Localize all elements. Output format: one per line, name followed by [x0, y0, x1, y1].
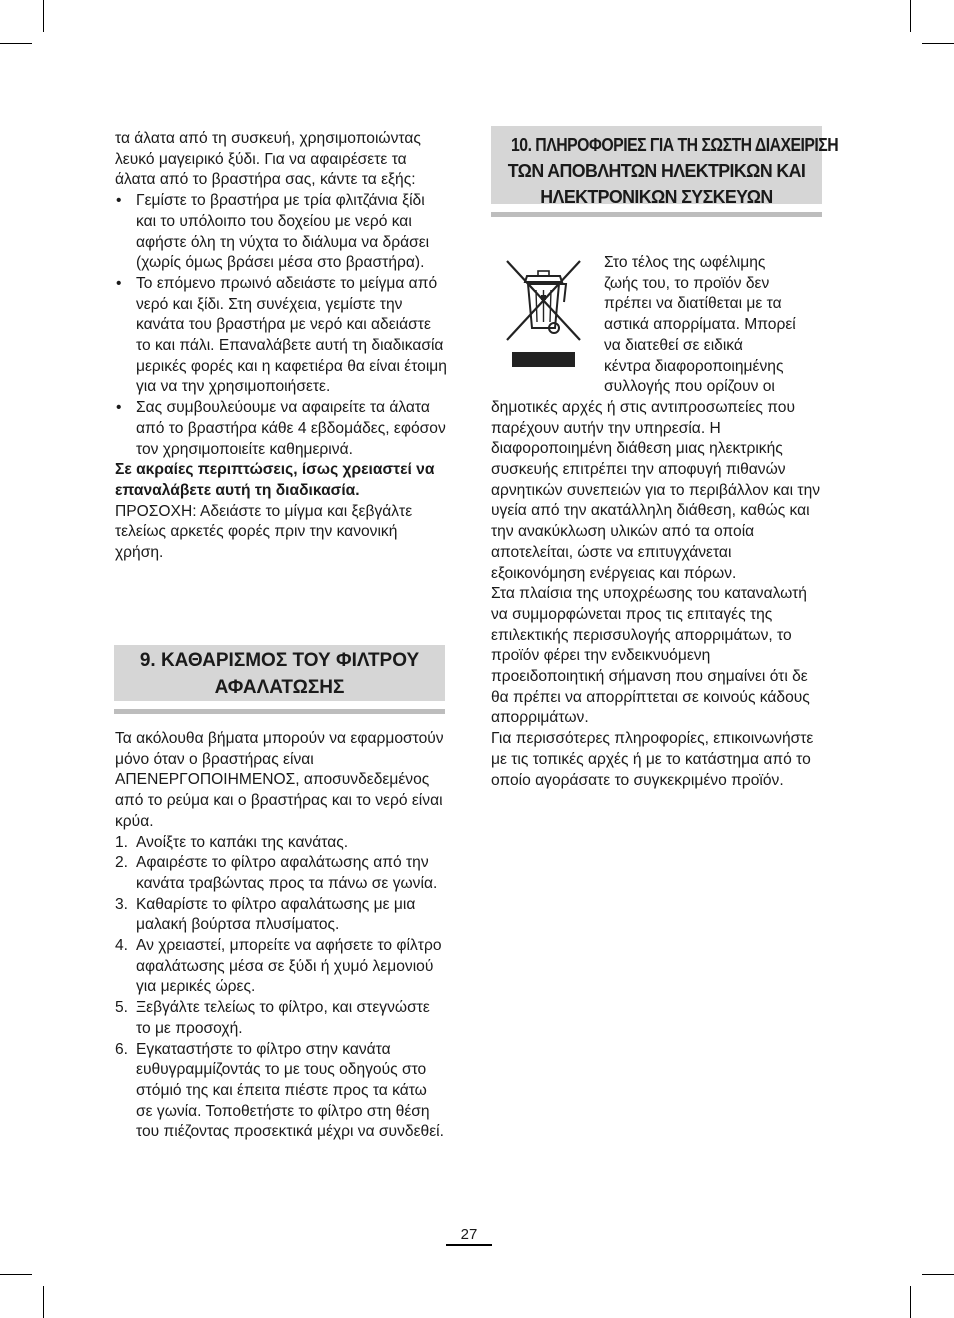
- section-9-title-line: 9. ΚΑΘΑΡΙΣΜΟΣ ΤΟΥ ΦΙΛΤΡΟΥ: [139, 650, 420, 671]
- list-item: [115, 895, 447, 936]
- step-text: Ανοίξτε το καπάκι της κανάτας.: [136, 833, 349, 851]
- list-item: [115, 853, 447, 894]
- list-item: [115, 833, 447, 854]
- section-10-title-line: 10. ΠΛΗΡΟΦΟΡΙΕΣ ΓΙΑ ΤΗ ΣΩΣΤΗ ΔΙΑΧΕΙΡΙΣΗ: [511, 135, 839, 155]
- filter-cleaning-intro: Τα ακόλουθα βήματα μπορούν να εφαρμοστούν μόνο όταν ο βραστήρας είναι ΑΠΕΝΕΡΓΟΠΟΙΗΜΕΝΟΣ, αποσυνδεδεμένος από το ρεύμα και ο βραστήρας και το νερό είναι κρύα.: [115, 730, 444, 830]
- right-column: [491, 253, 823, 791]
- crop-mark: [43, 1286, 44, 1318]
- step-text: Καθαρίστε το φίλτρο αφαλάτωσης με μια μαλακή βούρτσα πλυσίματος.: [136, 895, 416, 934]
- step-number: 1.: [115, 833, 129, 851]
- weee-paragraph-3: Για περισσότερες πληροφορίες, επικοινωνήστε με τις τοπικές αρχές ή με το κατάστημα από το οποίο αγοράσατε το συγκεκριμένο προϊόν.: [491, 730, 814, 789]
- section-9-heading: [114, 645, 445, 701]
- descaling-bullet-list: [115, 191, 447, 460]
- step-number: 2.: [115, 854, 129, 872]
- step-text: Ξεβγάλτε τελείως το φίλτρο, και στεγνώστε το με προσοχή.: [136, 999, 430, 1037]
- wrap-line: πρέπει να διατίθεται με τα: [604, 295, 782, 313]
- page-number-underline: [446, 1244, 492, 1246]
- list-item: • Το επόμενο πρωινό αδειάστε το μείγμα από νερό και ξίδι. Στη συνέχεια, γεμίστε την κανάτα του βραστήρα με νερό και αδειάστε το και πάλι. Επαναλάβετε αυτή τη διαδικασία μερικές φορές και η καφετιέρα θα είναι έτοιμη για να την χρησιμοποιήσετε.: [115, 274, 447, 398]
- weee-paragraph-1-rest: δημοτικές αρχές ή στις αντιπροσωπείες που παρέχουν αυτήν την υπηρεσία. Η διαφοροποιημένη διάθεση μιας ηλεκτρικής συσκευής επιτρέπει την αποφυγή πιθανών αρνητικών συνεπειών για το περιβάλλον και την υγεία από την ακατάλληλη διάθεση, καθώς και την ανακύκλωση υλικών από τα οποία αποτελείται, ώστε να επιτυγχάνεται εξοικονόμηση ενέργειας και πόρων.: [491, 398, 821, 582]
- wrap-line: αστικά απορρίματα. Μπορεί: [604, 316, 796, 334]
- list-item: • Γεμίστε το βραστήρα με τρία φλιτζάνια ξίδι και το υπόλοιπο του δοχείου με νερό και αφήστε όλη τη νύχτα το διάλυμα να δράσει (χωρίς όμως βράσει μέσα στο βραστήρα).: [115, 191, 447, 274]
- crop-mark: [0, 43, 32, 44]
- step-text: Αφαιρέστε το φίλτρο αφαλάτωσης από την κανάτα τραβώντας προς τα πάνω σε γωνία.: [136, 854, 438, 892]
- step-text: Εγκαταστήστε το φίλτρο στην κανάτα ευθυγραμμίζοντάς το με τους οδηγούς στο στόμιό της και έπειτα πιέστε προς τα κάτω σε γωνία. Τοποθετήστε το φίλτρο στη θέση του πιέζοντας προσεκτικά μέχρι να συνδεθεί.: [136, 1040, 444, 1141]
- crop-mark: [43, 0, 44, 32]
- list-item: [115, 936, 447, 998]
- step-number: 3.: [115, 895, 129, 913]
- wrap-line: συλλογής που ορίζουν οι: [604, 378, 775, 396]
- crop-mark: [910, 1286, 911, 1318]
- page-number: 27: [460, 1226, 478, 1243]
- list-item: [115, 1040, 447, 1144]
- crop-mark: [910, 0, 911, 32]
- left-column-lower: [115, 729, 447, 1143]
- step-text: Αν χρειαστεί, μπορείτε να αφήσετε το φίλτρο αφαλάτωσης μέσα σε ξύδι ή χυμό λεμονιού για μερικές ώρες.: [136, 937, 442, 996]
- section-9-divider: [114, 709, 445, 714]
- descaling-intro: τα άλατα από τη συσκευή, χρησιμοποιώντας λευκό μαγειρικό ξύδι. Για να αφαιρέσετε τα άλατα από το βραστήρα σας, κάντε τα εξής:: [115, 130, 421, 189]
- section-10-title-line: ΤΩΝ ΑΠΟΒΛΗΤΩΝ ΗΛΕΚΤΡΙΚΩΝ ΚΑΙ: [507, 161, 806, 181]
- weee-paragraph-1: [491, 253, 823, 584]
- section-10-heading: [491, 126, 839, 207]
- crop-mark: [0, 1274, 32, 1275]
- list-item: • Σας συμβουλεύουμε να αφαιρείτε τα άλατα από το βραστήρα κάθε 4 εβδομάδες, εφόσον τον χρησιμοποιείτε καθημερινά.: [115, 398, 447, 460]
- step-number: 5.: [115, 999, 129, 1017]
- wrap-line: να διατεθεί σε ειδικά: [604, 336, 743, 354]
- section-9-title-line: ΑΦΑΛΑΤΩΣΗΣ: [214, 677, 345, 698]
- crop-mark: [922, 43, 954, 44]
- crop-mark: [922, 1274, 954, 1275]
- list-item: [115, 998, 447, 1039]
- step-number: 6.: [115, 1040, 129, 1058]
- caution-text: ΠΡΟΣΟΧΗ: Αδειάστε το μίγμα και ξεβγάλτε τελείως αρκετές φορές πριν την κανονική χρήση.: [115, 502, 413, 562]
- section-10-divider: [491, 212, 822, 217]
- section-10-title-line: ΗΛΕΚΤΡΟΝΙΚΩΝ ΣΥΣΚΕΥΩΝ: [540, 187, 773, 207]
- wrap-line: κέντρα διαφοροποιημένης: [604, 357, 784, 375]
- bold-note: Σε ακραίες περιπτώσεις, ίσως χρειαστεί να επαναλάβετε αυτή τη διαδικασία.: [115, 461, 435, 499]
- filter-steps-list: [115, 833, 447, 1144]
- wrap-line: ζωής του, το προϊόν δεν: [604, 274, 770, 292]
- step-number: 4.: [115, 937, 129, 955]
- weee-paragraph-2: Στα πλαίσια της υποχρέωσης του καταναλωτή να συμμορφώνεται προς τις επιταγές της επιλεκτικής περισσυλογής απορριμάτων, το προϊόν φέρει την ενδεικνυόμενη προειδοποιητική σήμανση που σημαίνει ότι δε θα πρέπει να απορρίπτεται σε κοινούς κάδους απορριμάτων.: [491, 585, 810, 727]
- wrap-line: Στο τέλος της ωφέλιμης: [604, 254, 766, 271]
- left-column-upper: [115, 129, 447, 564]
